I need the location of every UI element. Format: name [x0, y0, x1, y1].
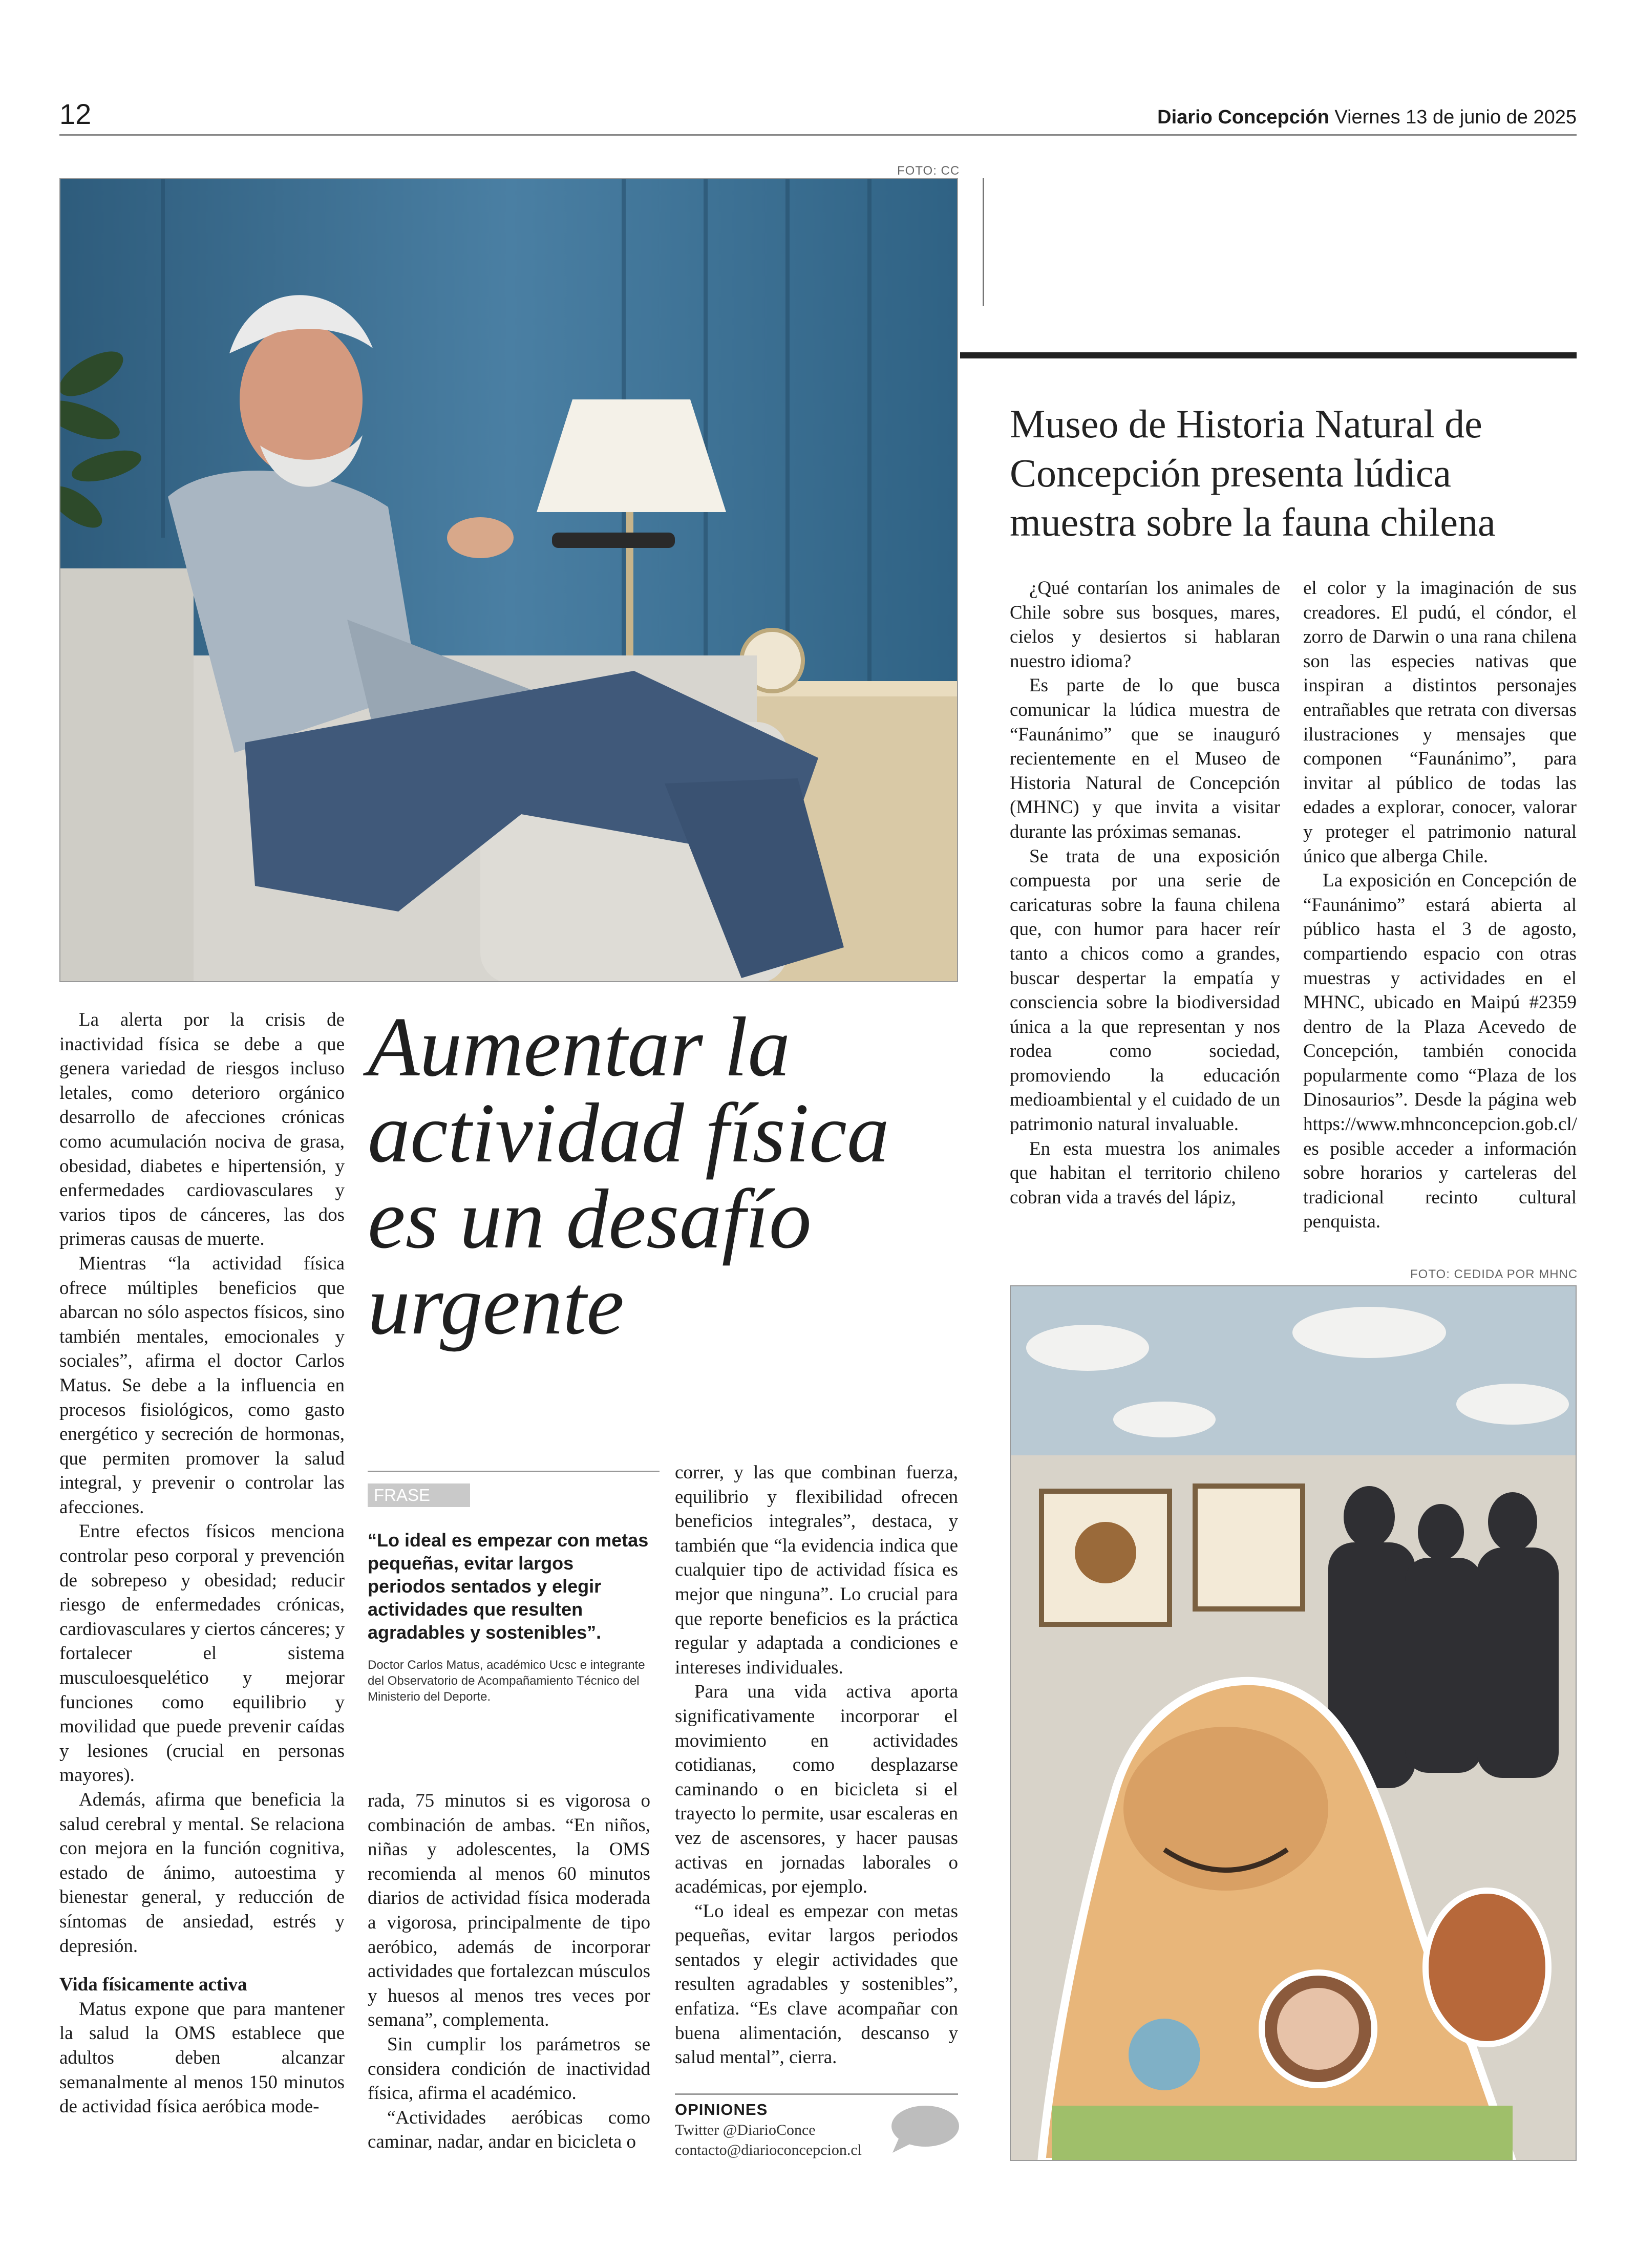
opinion-twitter[interactable]: Twitter @DiarioConce	[675, 2122, 816, 2138]
paragraph: Además, afirma que beneficia la salud cerebral y mental. Se relaciona con mejora en la función cognitiva, estado de ánimo, autoestima y bienestar general, y reducción de síntomas de ansiedad, estrés y depresión.	[59, 1789, 345, 1957]
frase-quote: “Lo ideal es empezar con metas pequeñas, evitar largos periodos sentados y elegir actividades que resulten agradables y sostenibles”.	[368, 1530, 649, 1643]
museum-article-col2	[1303, 576, 1577, 1234]
paragraph: el color y la imaginación de sus creadores. El pudú, el cóndor, el zorro de Darwin o una rana chilena son las especies nativas que inspiran a distintos personajes entrañables que retrata con diversas ilustraciones y mensajes que componen “Faunánimo”, para invitar al público de todas las edades a explorar, conocer, valorar y proteger el patrimonio natural único que alberga Chile.	[1303, 578, 1577, 867]
frase-label: FRASE	[368, 1483, 470, 1507]
frase-attribution: Doctor Carlos Matus, académico Ucsc e integrante del Observatorio de Acompañamiento Técnico del Ministerio del Deporte.	[368, 1658, 645, 1704]
paragraph: En esta muestra los animales que habitan el territorio chileno cobran vida a través del lápiz,	[1010, 1138, 1280, 1208]
header-rule	[59, 134, 1577, 136]
opinion-title: OPINIONES	[675, 2101, 768, 2118]
paragraph: La alerta por la crisis de inactividad física se debe a que genera variedad de riesgos incluso letales, como deterioro orgánico desarrollo de afecciones crónicas como acumulación nociva de grasa, obesidad, diabetes e hipertensión, y enfermedades cardiovasculares y varios tipos de cánceres, las dos primeras causas de muerte.	[59, 1009, 345, 1250]
section-rule	[960, 352, 1577, 358]
photo-credit-main: FOTO: CC	[897, 164, 960, 178]
main-article-col2	[368, 1789, 650, 2154]
paragraph: ¿Qué contarían los animales de Chile sobre sus bosques, mares, cielos y desiertos si hablaran nuestro idioma?	[1010, 578, 1280, 672]
paragraph: “Actividades aeróbicas como caminar, nadar, andar en bicicleta o	[368, 2107, 650, 2153]
main-article-col1	[59, 1008, 345, 2119]
museum-article-col1	[1010, 576, 1280, 1210]
paragraph: La exposición en Concepción de “Faunánimo” estará abierta al público hasta el 3 de agosto, compartiendo espacio con otras muestras y actividades en el MHNC, ubicado en Maipú #2359 dentro de la Plaza Acevedo de Concepción, también conocida popularmente como “Plaza de los Dinosaurios”. Desde la página web https://www.mhnconcepcion.gob.cl/ es posible acceder a información sobre horarios y carteleras del tradicional recinto cultural penquista.	[1303, 870, 1578, 1233]
paragraph: Entre efectos físicos menciona controlar peso corporal y prevención de sobrepeso y obesidad; reducir riesgo de enfermedades crónicas, cardiovasculares y ciertos cánceres; y fortalecer el sistema musculoesquelético y mejorar funciones como equilibrio y movilidad que puede prevenir caídas y lesiones (crucial en personas mayores).	[59, 1521, 345, 1786]
photo-credit-museum: FOTO: CEDIDA POR MHNC	[1410, 1267, 1578, 1281]
paragraph: Para una vida activa aporta significativamente incorporar el movimiento en actividades cotidianas, como desplazarse caminando o en bicicleta si el trayecto lo permite, usar escaleras en vez de ascensores, y hacer pausas activas en jornadas laborales o académicas, por ejemplo.	[675, 1681, 958, 1898]
column-divider	[983, 178, 984, 306]
publication-name: Diario Concepción	[1157, 107, 1329, 128]
main-article-col3	[675, 1460, 958, 2070]
paragraph: Sin cumplir los parámetros se considera condición de inactividad física, afirma el académico.	[368, 2033, 650, 2104]
opinion-contact-email[interactable]: contacto@diarioconcepcion.cl	[675, 2142, 862, 2158]
opinion-rule	[675, 2093, 958, 2095]
publication-header	[1157, 107, 1577, 129]
elderly-man-photo	[59, 178, 958, 982]
paragraph: “Lo ideal es empezar con metas pequeñas, evitar largos periodos sentados y elegir actividades que resulten agradables y sostenibles”, enfatiza. “Es clave acompañar con buena alimentación, descanso y salud mental”, cierra.	[675, 1900, 958, 2068]
speech-bubble-icon	[888, 2104, 960, 2155]
publication-date: Viernes 13 de junio de 2025	[1334, 107, 1577, 128]
paragraph: Se trata de una exposición compuesta por una serie de caricaturas sobre la fauna chilena que, con humor para hacer reír tanto a chicos como a grandes, buscar despertar la empatía y consciencia sobre la biodiversidad única a la que representan y nos rodea como sociedad, promoviendo la educación medioambiental y el cuidado de un patrimonio natural invaluable.	[1010, 845, 1280, 1135]
main-article-headline: Aumentar la actividad física es un desafío urgente	[368, 1000, 889, 1352]
paragraph: Matus expone que para mantener la salud la OMS establece que adultos deben alcanzar semanalmente al menos 150 minutos de actividad física aeróbica mode-	[59, 1998, 345, 2117]
paragraph: Es parte de lo que busca comunicar la lúdica muestra de “Faunánimo” que se inauguró recientemente en el Museo de Historia Natural de Concepción (MHNC) y que invita a visitar durante las próximas semanas.	[1010, 675, 1280, 842]
main-article-subhead: Vida físicamente activa	[59, 1974, 247, 1996]
frase-rule	[368, 1471, 660, 1472]
paragraph: Mientras “la actividad física ofrece múltiples beneficios que abarcan no sólo aspectos físicos, sino también mentales, emocionales y sociales”, afirma el doctor Carlos Matus. Se debe a la influencia en procesos fisiológicos, como gasto energético y secreción de hormonas, que permiten promover la salud integral, y prevenir o controlar las afecciones.	[59, 1253, 345, 1518]
page-number: 12	[59, 98, 92, 130]
paragraph: rada, 75 minutos si es vigorosa o combinación de ambas. “En niños, niñas y adolescentes, la OMS recomienda al menos 60 minutos diarios de actividad física moderada a vigorosa, principalmente de tipo aeróbico, además de incorporar actividades que fortalezcan músculos y huesos al menos tres veces por semana”, complementa.	[368, 1790, 650, 2031]
museum-article-title: Museo de Historia Natural de Concepción presenta lúdica muestra sobre la fauna chilena	[1010, 401, 1496, 544]
paragraph: correr, y las que combinan fuerza, equilibrio y flexibilidad ofrecen beneficios integrales”, destaca, y también que “la evidencia indica que cualquier tipo de actividad física es mejor que ninguna”. Lo crucial para que reporte beneficios es la práctica regular y adaptada a condiciones e intereses individuales.	[675, 1462, 958, 1678]
museum-exhibition-photo	[1010, 1285, 1577, 2161]
